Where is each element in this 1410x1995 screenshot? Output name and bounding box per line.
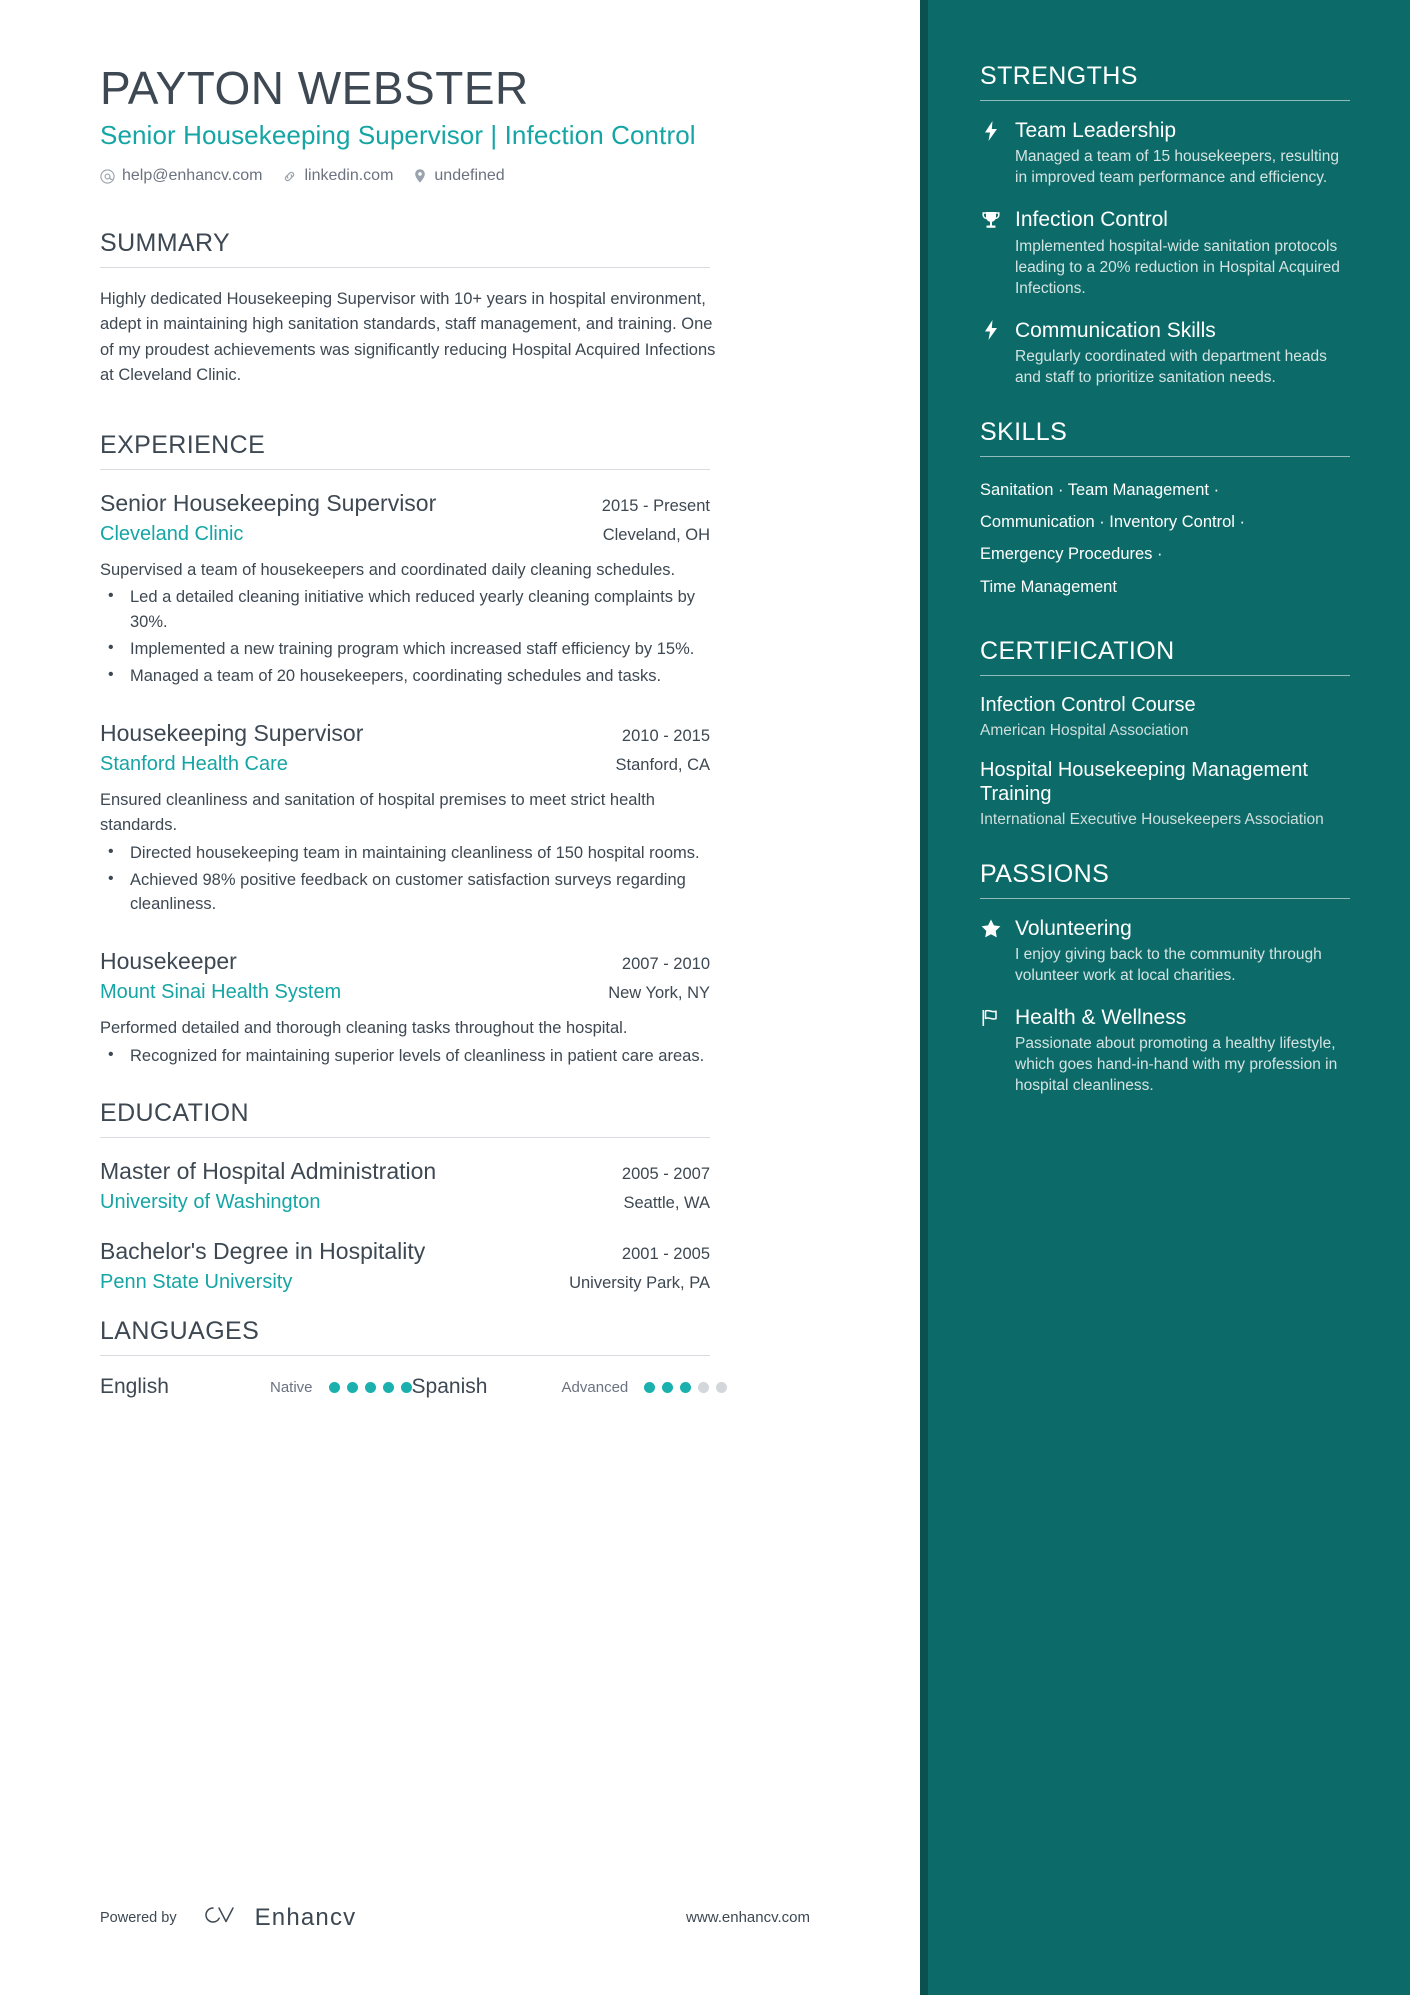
- strength-item: [980, 207, 1350, 298]
- experience-entry: [100, 947, 920, 1068]
- strength-description: Implemented hospital-wide sanitation protocols leading to a 20% reduction in Hospital Acquired Infections.: [1015, 237, 1340, 297]
- passion-description: I enjoy giving back to the community through volunteer work at local charities.: [1015, 945, 1322, 984]
- page-title: PAYTON WEBSTER: [100, 62, 529, 114]
- divider: [100, 267, 710, 268]
- contact-linkedin-text: linkedin.com: [304, 167, 394, 185]
- language-name: English: [100, 1375, 169, 1399]
- contact-email-text: help@enhancv.com: [122, 167, 263, 185]
- passion-item: [980, 1005, 1350, 1096]
- strength-name: Team Leadership: [1015, 119, 1177, 142]
- enhancv-wordmark: Enhancv: [254, 1903, 357, 1931]
- job-company: Stanford Health Care: [100, 753, 288, 776]
- section-strengths: [980, 62, 1350, 388]
- list-item: • Implemented a new training program which increased staff efficiency by 15%.: [100, 637, 720, 661]
- school-name: Penn State University: [100, 1271, 293, 1294]
- divider: [980, 456, 1350, 457]
- language-item: [100, 1375, 412, 1399]
- passion-name: Volunteering: [1015, 916, 1132, 940]
- languages-row: [100, 1375, 720, 1399]
- language-rating-dots: [329, 1382, 412, 1393]
- contact-row: [100, 167, 920, 185]
- job-location: New York, NY: [608, 984, 710, 1003]
- sidebar: [920, 0, 1410, 1995]
- certification-name: Hospital Housekeeping Management Training: [980, 759, 1308, 806]
- professional-headline: Senior Housekeeping Supervisor | Infection Control: [100, 119, 696, 150]
- contact-linkedin[interactable]: [282, 167, 393, 185]
- list-item: • Achieved 98% positive feedback on customer satisfaction surveys regarding cleanliness.: [100, 868, 720, 917]
- degree-dates: 2005 - 2007: [621, 1165, 710, 1184]
- section-certification: [980, 637, 1350, 830]
- divider: [980, 898, 1350, 899]
- strength-name: Communication Skills: [1015, 318, 1216, 342]
- summary-heading: SUMMARY: [100, 229, 231, 258]
- job-dates: 2007 - 2010: [621, 955, 710, 974]
- star-icon: [980, 919, 1002, 938]
- language-level: Native: [270, 1378, 313, 1396]
- passion-description: Passionate about promoting a healthy lifestyle, which goes hand-in-hand with my profession in hospital cleanliness.: [1015, 1035, 1338, 1095]
- powered-by-label: Powered by: [100, 1909, 177, 1926]
- link-icon: [282, 169, 297, 184]
- language-name: Spanish: [411, 1375, 488, 1399]
- job-title: Housekeeping Supervisor: [100, 720, 364, 747]
- experience-heading: EXPERIENCE: [100, 430, 266, 459]
- certification-name: Infection Control Course: [980, 693, 1196, 716]
- trophy-icon: [980, 210, 1002, 230]
- education-entry: [100, 1237, 920, 1295]
- passion-item: [980, 916, 1350, 986]
- divider: [100, 469, 710, 470]
- job-bullets: [100, 1044, 720, 1068]
- job-bullets: [100, 841, 720, 917]
- section-education: [100, 1099, 920, 1295]
- skills-line: Communication · Inventory Control ·: [980, 513, 1246, 532]
- location-pin-icon: [413, 168, 427, 184]
- job-bullets: [100, 585, 720, 688]
- certification-issuer: American Hospital Association: [980, 721, 1189, 739]
- section-passions: [980, 860, 1350, 1097]
- divider: [980, 100, 1350, 101]
- experience-entry: [100, 489, 920, 689]
- contact-email[interactable]: [100, 167, 262, 185]
- strength-description: Managed a team of 15 housekeepers, resulting in improved team performance and efficiency.: [1015, 148, 1339, 187]
- contact-location-text: undefined: [434, 167, 505, 185]
- flag-icon: [980, 1008, 1002, 1027]
- language-rating-dots: [644, 1382, 727, 1393]
- education-entry: [100, 1157, 920, 1215]
- job-dates: 2015 - Present: [601, 496, 710, 515]
- list-item: • Led a detailed cleaning initiative which reduced yearly cleaning complaints by 30%.: [100, 585, 720, 634]
- contact-location: [413, 167, 504, 185]
- strength-description: Regularly coordinated with department heads and staff to prioritize sanitation needs.: [1015, 347, 1327, 387]
- job-company: Cleveland Clinic: [100, 522, 244, 545]
- job-dates: 2010 - 2015: [621, 727, 710, 746]
- divider: [980, 675, 1350, 676]
- bolt-icon: [980, 121, 1002, 141]
- language-item: [412, 1375, 728, 1399]
- strength-item: [980, 318, 1350, 388]
- job-location: Stanford, CA: [615, 756, 710, 775]
- degree-title: Bachelor's Degree in Hospitality: [100, 1238, 426, 1265]
- summary-text: Highly dedicated Housekeeping Supervisor with 10+ years in hospital environment, adept in maintaining high sanitation standards, staff management, and training. One of my proudest achievements was significantly reducing Hospital Acquired Infections at Cleveland Clinic.: [100, 290, 716, 384]
- footer: [100, 1902, 820, 1933]
- school-location: University Park, PA: [569, 1274, 710, 1293]
- certification-issuer: International Executive Housekeepers Association: [980, 811, 1324, 829]
- job-description: Supervised a team of housekeepers and coordinated daily cleaning schedules.: [100, 560, 676, 579]
- strength-name: Infection Control: [1015, 208, 1168, 232]
- certification-heading: CERTIFICATION: [980, 636, 1175, 665]
- job-title: Housekeeper: [100, 948, 237, 975]
- section-experience: [100, 431, 920, 1069]
- education-heading: EDUCATION: [100, 1099, 249, 1128]
- enhancv-logo: [199, 1902, 357, 1933]
- school-location: Seattle, WA: [623, 1194, 710, 1213]
- section-summary: [100, 229, 920, 387]
- experience-entry: [100, 719, 920, 916]
- divider: [100, 1137, 710, 1138]
- section-languages: [100, 1317, 920, 1399]
- skills-line: Sanitation · Team Management ·: [980, 481, 1220, 500]
- job-title: Senior Housekeeping Supervisor: [100, 489, 437, 516]
- certification-item: [980, 693, 1350, 740]
- degree-title: Master of Hospital Administration: [100, 1158, 437, 1185]
- skills-line: Time Management: [980, 577, 1117, 596]
- divider: [100, 1355, 710, 1356]
- strengths-heading: STRENGTHS: [980, 62, 1138, 90]
- list-item: • Recognized for maintaining superior levels of cleanliness in patient care areas.: [100, 1044, 720, 1068]
- enhancv-mark-icon: [199, 1902, 245, 1933]
- list-item: • Directed housekeeping team in maintaining cleanliness of 150 hospital rooms.: [100, 841, 720, 865]
- school-name: University of Washington: [100, 1191, 321, 1214]
- degree-dates: 2001 - 2005: [621, 1245, 710, 1264]
- bolt-icon: [980, 320, 1002, 340]
- section-skills: [980, 418, 1350, 603]
- language-level: Advanced: [561, 1378, 629, 1396]
- strength-item: [980, 118, 1350, 188]
- passion-name: Health & Wellness: [1015, 1005, 1187, 1029]
- skills-heading: SKILLS: [980, 418, 1068, 447]
- job-company: Mount Sinai Health System: [100, 981, 342, 1004]
- job-description: Ensured cleanliness and sanitation of hospital premises to meet strict health standards.: [100, 791, 655, 834]
- job-location: Cleveland, OH: [602, 525, 710, 544]
- languages-heading: LANGUAGES: [100, 1317, 260, 1346]
- job-description: Performed detailed and thorough cleaning tasks throughout the hospital.: [100, 1019, 628, 1038]
- certification-item: [980, 758, 1350, 829]
- at-icon: [100, 169, 115, 184]
- list-item: • Managed a team of 20 housekeepers, coordinating schedules and tasks.: [100, 664, 720, 688]
- passions-heading: PASSIONS: [980, 859, 1110, 888]
- website-url[interactable]: www.enhancv.com: [686, 1909, 810, 1926]
- skills-line: Emergency Procedures ·: [980, 545, 1163, 564]
